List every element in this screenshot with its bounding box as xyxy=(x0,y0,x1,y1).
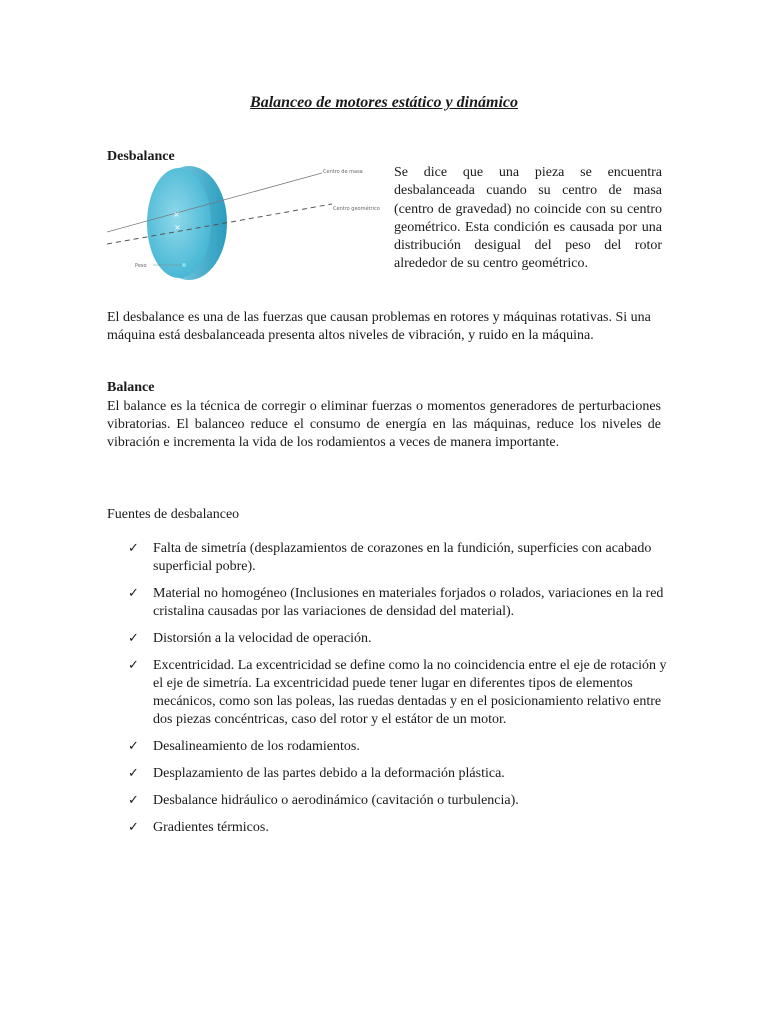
list-item xyxy=(128,540,668,576)
document-title: Balanceo de motores estático y dinámico xyxy=(250,94,518,111)
check-icon: ✓ xyxy=(128,793,139,808)
list-item xyxy=(128,630,668,648)
list-item xyxy=(128,765,668,783)
label-centro-de-masa: Centro de masa xyxy=(323,169,363,175)
list-item xyxy=(128,585,668,621)
heading-fuentes: Fuentes de desbalanceo xyxy=(107,507,240,522)
list-item xyxy=(128,819,668,837)
label-peso: Peso xyxy=(135,263,147,269)
check-icon: ✓ xyxy=(128,739,139,754)
geometric-center-mark: × xyxy=(174,223,181,232)
check-icon: ✓ xyxy=(128,658,139,673)
heading-balance: Balance xyxy=(107,380,155,395)
list-item-text: Falta de simetría (desplazamientos de corazones en la fundición, superficies con acabado superficial pobre). xyxy=(153,541,652,574)
heading-desbalance: Desbalance xyxy=(107,149,175,164)
label-centro-geometrico: Centro geométrico xyxy=(333,206,380,212)
desbalance-side-text: Se dice que una pieza se encuentra desbalanceada cuando su centro de masa (centro de gravedad) no coincide con su centro geométrico. Esta condición es causada por una distribución desigual del peso del rotor alrededor de su centro geométrico. xyxy=(394,165,662,272)
check-icon: ✓ xyxy=(128,766,139,781)
list-item xyxy=(128,738,668,756)
list-item-text: Distorsión a la velocidad de operación. xyxy=(153,631,372,646)
list-item-text: Excentricidad. La excentricidad se define como la no coincidencia entre el eje de rotación y el eje de simetría. La excentricidad puede tener lugar en diferentes tipos de elementos mecánicos, como son las poleas, las ruedas dentadas y en el posicionamiento relativo entre dos piezas concéntricas, caso del rotor y el estátor de un motor. xyxy=(153,658,667,727)
list-item-text: Gradientes térmicos. xyxy=(153,820,269,835)
list-item xyxy=(128,792,668,810)
list-item xyxy=(128,657,668,729)
weight-point xyxy=(182,263,186,267)
sources-list xyxy=(128,540,668,837)
check-icon: ✓ xyxy=(128,631,139,646)
check-icon: ✓ xyxy=(128,820,139,835)
unbalanced-disc-figure xyxy=(107,166,385,284)
check-icon: ✓ xyxy=(128,586,139,601)
mass-center-mark: × xyxy=(173,210,180,219)
desbalance-paragraph: El desbalance es una de las fuerzas que causan problemas en rotores y máquinas rotativas. Si una máquina está desbalanceada presenta altos niveles de vibración, y ruido en la máquina. xyxy=(107,310,651,343)
list-item-text: Desalineamiento de los rodamientos. xyxy=(153,739,360,754)
balance-paragraph: El balance es la técnica de corregir o eliminar fuerzas o momentos generadores de perturbaciones vibratorias. El balanceo reduce el consumo de energía en las máquinas, reduce los niveles de vibración e incrementa la vida de los rodamientos a veces de manera importante. xyxy=(107,399,661,450)
check-icon: ✓ xyxy=(128,541,139,556)
list-item-text: Material no homogéneo (Inclusiones en materiales forjados o rolados, variaciones en la red cristalina causadas por las variaciones de densidad del material). xyxy=(153,586,664,619)
list-item-text: Desplazamiento de las partes debido a la deformación plástica. xyxy=(153,766,505,781)
list-item-text: Desbalance hidráulico o aerodinámico (cavitación o turbulencia). xyxy=(153,793,519,808)
